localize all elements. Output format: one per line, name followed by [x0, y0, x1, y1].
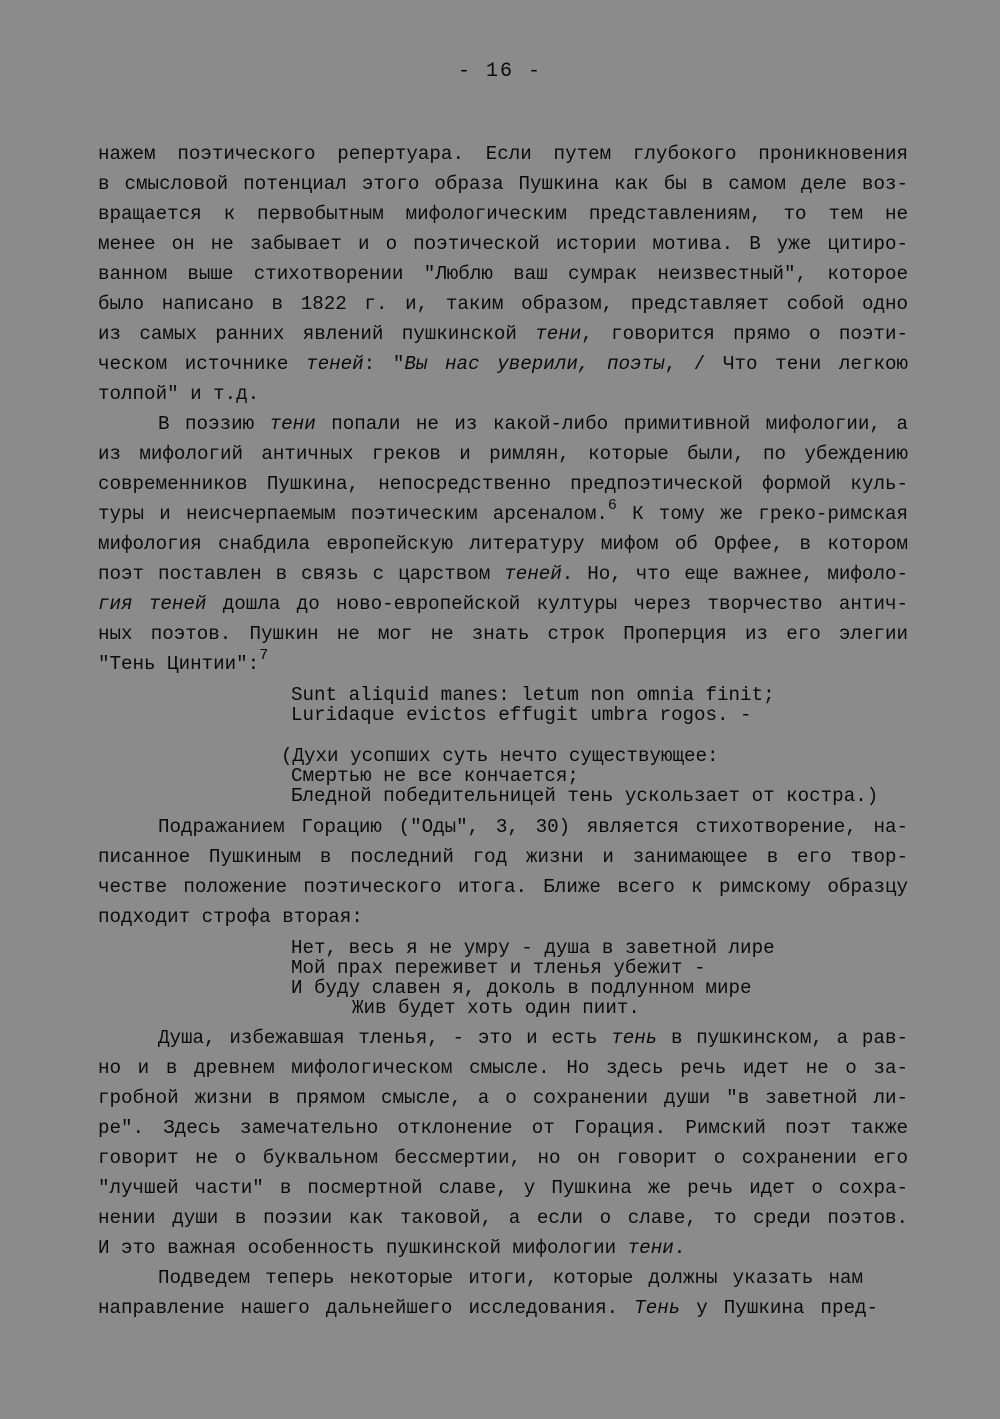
text-run: дошла до ново-европейской културы через творчество антич- [206, 593, 908, 615]
text-run: в пушкинском, а рав- [657, 1027, 908, 1049]
text-run: К тому же греко-римская [616, 503, 908, 525]
text-run: В поэзию [158, 413, 270, 435]
text-run: поэт поставлен в связь с царством [98, 563, 505, 585]
text-line: но и в древнем мифологическом смысле. Но здесь речь идет не о за- [98, 1057, 908, 1079]
text-line: ре". Здесь замечательно отклонение от Горация. Римский поэт также [98, 1117, 908, 1139]
text-line [98, 499, 908, 529]
italic-term: тени [535, 323, 582, 345]
verse-line: Luridaque evictos effugit umbra rogos. - [291, 704, 752, 726]
text-line: гробной жизни в прямом смысле, а о сохранении души "в заветной ли- [98, 1087, 908, 1109]
text-line: было написано в 1822 г. и, таким образом, представляет собой одно [98, 293, 908, 315]
verse-line: Бледной победительницей тень ускользает от костра.) [291, 785, 879, 807]
verse-line: (Духи усопших суть нечто существующее: [281, 745, 719, 767]
italic-term: теней [306, 353, 364, 375]
text-run: "Тень Цинтии": [98, 653, 260, 675]
verse-line: И буду славен я, доколь в подлунном мире [291, 977, 752, 999]
verse-line: Нет, весь я не умру - душа в заветной лире [291, 937, 775, 959]
text-line [98, 1233, 908, 1263]
text-line: вращается к первобытным мифологическим представлениям, то тем не [98, 203, 908, 225]
text-run: из самых ранних явлений пушкинской [98, 323, 536, 345]
text-line [98, 559, 908, 589]
italic-term: гия [98, 593, 149, 615]
italic-term: Тень [634, 1297, 681, 1319]
text-line: менее он не забывает и о поэтической истории мотива. В уже цитиро- [98, 233, 908, 255]
text-line: в смысловой потенциал этого образа Пушкина как бы в самом деле воз- [98, 173, 908, 195]
text-line [98, 349, 908, 379]
text-line [98, 649, 908, 679]
text-line: из мифологий античных греков и римлян, которые были, по убеждению [98, 443, 908, 465]
verse-line: Мой прах переживет и тленья убежит - [291, 957, 706, 979]
text-line: "лучшей части" в посмертной славе, у Пушкина же речь идет о сохра- [98, 1177, 908, 1199]
text-line [98, 589, 908, 619]
text-line: Подведем теперь некоторые итоги, которые должны указать нам [158, 1267, 863, 1289]
italic-term: тени [269, 413, 316, 435]
text-line: честве положение поэтического итога. Ближе всего к римскому образцу [98, 876, 908, 898]
text-run: Душа, избежавшая тленья, - это и есть [158, 1027, 612, 1049]
verse-line: Жив будет хоть один пиит. [352, 997, 640, 1019]
text-run: : " [363, 353, 405, 375]
text-run: , / Что тени легкою [664, 353, 908, 375]
text-run: , говорится прямо о поэти- [581, 323, 908, 345]
italic-term: теней [504, 563, 562, 585]
verse-line: Sunt aliquid manes: letum non omnia finit; [291, 684, 775, 706]
text-run: попали не из какой-либо примитивной мифологии, а [315, 413, 908, 435]
text-line: современников Пушкина, непосредственно предпоэтической формой куль- [98, 473, 908, 495]
text-line: толпой" и т.д. [98, 383, 260, 405]
footnote-marker: 6 [607, 497, 617, 514]
text-line: подходит строфа вторая: [98, 906, 363, 928]
italic-term: теней [148, 593, 207, 615]
page-number: - 16 - [457, 60, 542, 83]
text-run: туры и неисчерпаемым поэтическим арсеналом. [98, 503, 608, 525]
verse-line: Смертью не все кончается; [291, 765, 579, 787]
text-line: нении души в поэзии как таковой, а если о славе, то среди поэтов. [98, 1207, 908, 1229]
text-line: говорит не о буквальном бессмертии, но он говорит о сохранении его [98, 1147, 908, 1169]
text-run: направление нашего дальнейшего исследования. [98, 1297, 635, 1319]
text-run: у Пушкина пред- [680, 1297, 879, 1319]
text-line: нажем поэтического репертуара. Если путем глубокого проникновения [98, 143, 908, 165]
text-line [158, 1023, 908, 1053]
text-run: И это важная особенность пушкинской мифологии [98, 1237, 628, 1259]
text-line [98, 319, 908, 349]
text-line [158, 409, 908, 439]
text-line: Подражанием Горацию ("Оды", 3, 30) является стихотворение, на- [158, 816, 908, 838]
italic-quote: Вы нас уверили, поэты [404, 353, 665, 375]
text-line: ных поэтов. Пушкин не мог не знать строк Проперция из его элегии [98, 623, 908, 645]
text-line [98, 1293, 878, 1323]
footnote-marker: 7 [259, 647, 269, 664]
text-line: ванном выше стихотворении "Люблю ваш сумрак неизвестный", которое [98, 263, 908, 285]
text-run: ческом источнике [98, 353, 307, 375]
italic-term: тень [611, 1027, 658, 1049]
text-run: . [673, 1237, 686, 1259]
text-line: писанное Пушкиным в последний год жизни и занимающее в его твор- [98, 846, 908, 868]
italic-term: тени [627, 1237, 674, 1259]
text-line: мифология снабдила европейскую литературу мифом об Орфее, в котором [98, 533, 908, 555]
text-run: . Но, что еще важнее, мифоло- [561, 563, 908, 585]
